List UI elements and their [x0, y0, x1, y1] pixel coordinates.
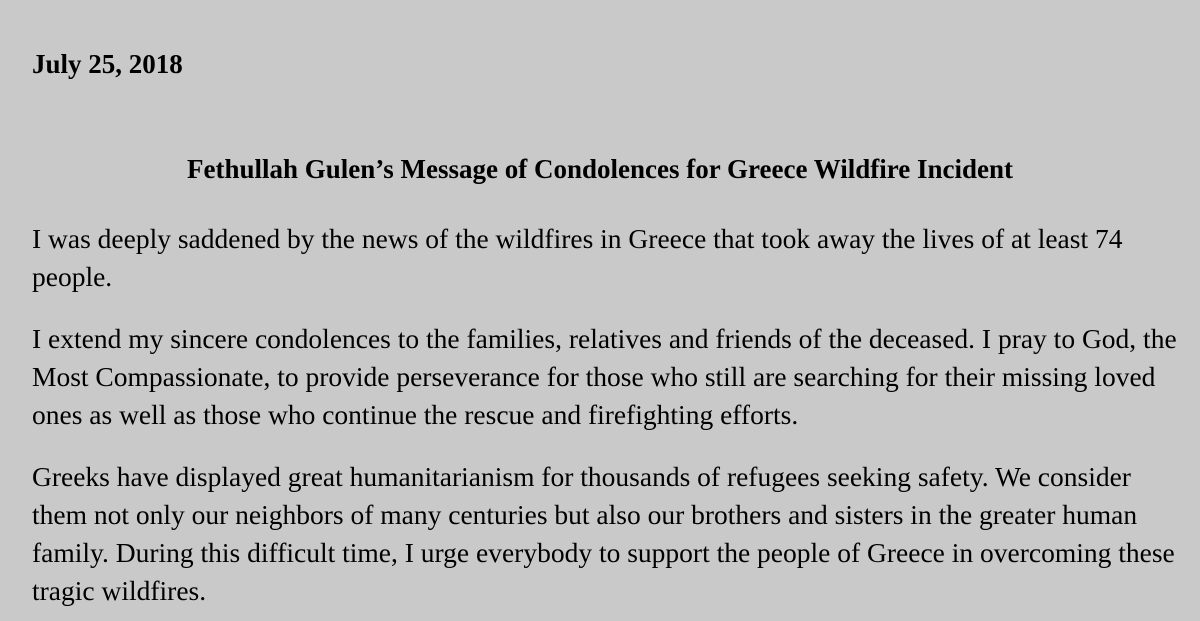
paragraph-2: I extend my sincere condolences to the families, relatives and friends of the deceased. I pray to God, the Most Compassionate, to provide perseverance for those who still are searching for their missing loved ones as well as those who continue the rescue and firefighting efforts. — [32, 323, 1177, 430]
paragraph-1: I was deeply saddened by the news of the wildfires in Greece that took away the lives of at least 74 people. — [32, 223, 1123, 292]
document-title: Fethullah Gulen’s Message of Condolences for Greece Wildfire Incident — [187, 154, 1013, 184]
document-date: July 25, 2018 — [32, 49, 183, 79]
paragraph-3: Greeks have displayed great humanitarianism for thousands of refugees seeking safety. We consider them not only our neighbors of many centuries but also our brothers and sisters in the greater human family. During this difficult time, I urge everybody to support the people of Greece in overcoming these tragic wildfires. — [32, 461, 1175, 606]
